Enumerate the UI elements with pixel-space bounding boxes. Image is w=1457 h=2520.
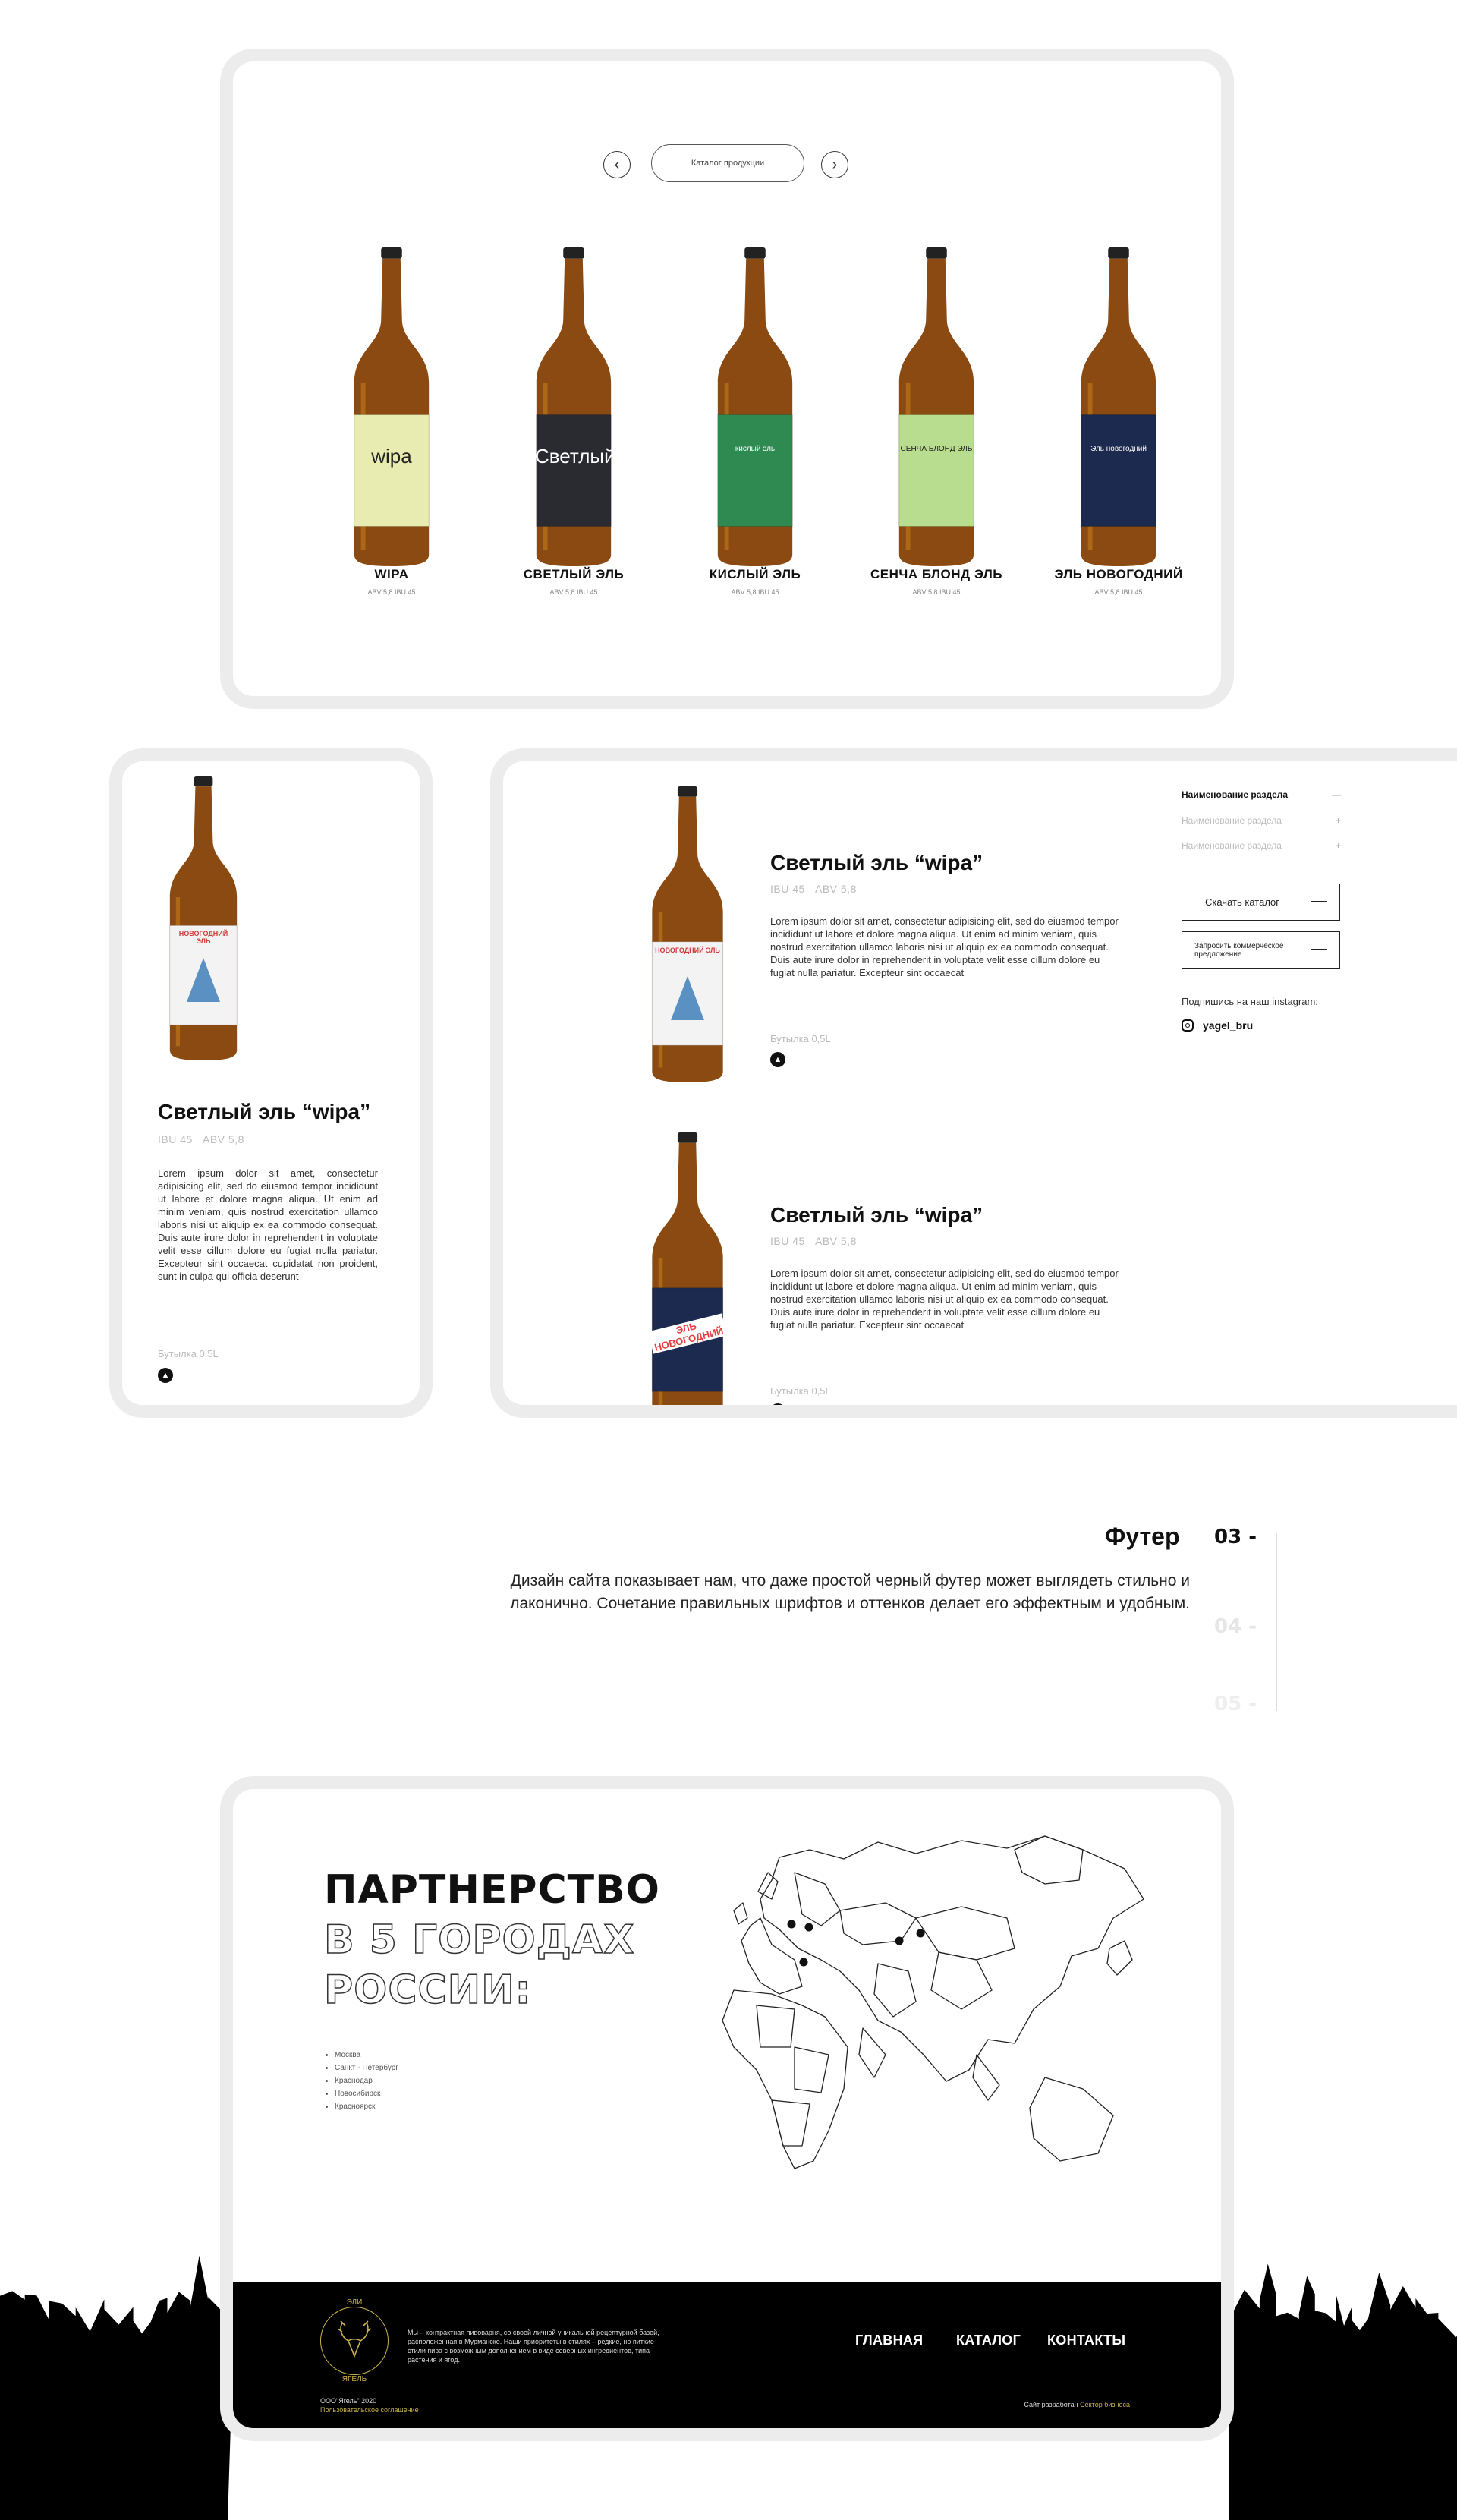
- deer-icon: [333, 2318, 376, 2364]
- product-bottle-image[interactable]: [347, 247, 436, 570]
- city-list-item: • Санкт - Петербург: [335, 2062, 398, 2074]
- detail-product-description: Lorem ipsum dolor sit amet, consectetur adipisicing elit, sed do eiusmod tempor incididunt ut labore et dolore magna aliqua. Ut enim ad minim veniam, quis nostrud exercitation ullamco laboris nisi ut aliquip ex ea commodo consequat. Duis aute irure dolor in reprehenderit in voluptate velit esse cillum dolore eu fugiat nulla pariatur. Excepteur sint occaecat: [770, 915, 1119, 978]
- developer-credit: Сайт разработан Сектор бизнеса: [1024, 2401, 1130, 2408]
- city-marker: [917, 1929, 925, 1938]
- product-name[interactable]: WIPA: [374, 567, 409, 581]
- detail-product-title: Светлый эль “wipa”: [770, 851, 983, 874]
- product-meta: ABV 5,8 IBU 45: [549, 588, 598, 596]
- chevron-right-icon: ›: [832, 156, 838, 173]
- next-arrow-button[interactable]: [821, 151, 848, 178]
- arrow-up-icon[interactable]: ▲: [158, 1368, 173, 1383]
- mobile-product-description: Lorem ipsum dolor sit amet, consectetur adipisicing elit, sed do eiusmod tempor incididunt ut labore et dolore magna aliqua. Ut enim ad minim veniam, quis nostrud exercitation ullamco laboris nisi ut aliquip ex ea commodo consequat. Duis aute irure dolor in reprehenderit in voluptate velit esse cillum dolore eu fugiat nulla pariatur. Excepteur sint occaecat cupidatat non proident, sunt in culpa qui officia deserunt: [158, 1167, 378, 1282]
- section-item-active[interactable]: Наименование раздела —: [1182, 789, 1341, 800]
- bottle-label-text: кислый эль: [735, 445, 776, 453]
- city-marker: [788, 1920, 796, 1929]
- bottle-label-text: ЭЛЬ НОВОГОДНИЙ: [648, 1313, 727, 1353]
- bottle-label-text: Эль новогодний: [1090, 445, 1147, 453]
- bottle-label-text: СЕНЧА БЛОНД ЭЛЬ: [900, 445, 973, 453]
- world-map: [688, 1827, 1174, 2207]
- detail-product-description: Lorem ipsum dolor sit amet, consectetur adipisicing elit, sed do eiusmod tempor incididunt ut labore et dolore magna aliqua. Ut enim ad minim veniam, quis nostrud exercitation ullamco laboris nisi ut aliquip ex ea commodo consequat. Duis aute irure dolor in reprehenderit in voluptate velit esse cillum dolore eu fugiat nulla pariatur. Excepteur sint occaecat: [770, 1268, 1119, 1331]
- download-catalog-button[interactable]: Скачать каталог: [1182, 884, 1340, 921]
- step-number[interactable]: 05 -: [1214, 1693, 1257, 1715]
- bottle-label-text: НОВОГОДНИЙ ЭЛЬ: [655, 946, 720, 954]
- product-bottle-image[interactable]: [1074, 247, 1163, 570]
- catalog-frame: [220, 49, 1234, 709]
- bottle-label-text: НОВОГОДНИЙ ЭЛЬ: [178, 929, 228, 945]
- product-name[interactable]: СВЕТЛЫЙ ЭЛЬ: [523, 567, 625, 581]
- city-marker: [895, 1937, 904, 1945]
- product-meta: ABV 5,8 IBU 45: [731, 588, 779, 596]
- bottle-label-text: Светлый: [535, 445, 615, 468]
- step-number-active[interactable]: 03 -: [1214, 1526, 1257, 1548]
- dash-icon: [1311, 949, 1327, 950]
- detail-bottle-image: [645, 1132, 730, 1418]
- section-description: Дизайн сайта показывает нам, что даже простой черный футер может выглядеть стильно и лаконично. Сочетание правильных шрифтов и оттенков делает его эффектным и удобным.: [510, 1572, 1190, 1612]
- plus-icon: +: [1335, 815, 1341, 826]
- product-name[interactable]: ЭЛЬ НОВОГОДНИЙ: [1054, 567, 1183, 581]
- product-bottle-image[interactable]: [529, 247, 618, 570]
- section-item[interactable]: Наименование раздела +: [1182, 840, 1341, 851]
- mobile-bottle-image: [163, 776, 244, 1064]
- request-offer-button[interactable]: Запросить коммерческое предложение: [1182, 931, 1340, 969]
- product-meta: ABV 5,8 IBU 45: [1094, 588, 1143, 596]
- developer-link[interactable]: Сектор бизнеса: [1080, 2401, 1130, 2408]
- city-marker: [805, 1923, 813, 1932]
- partnership-frame: [220, 1776, 1234, 2441]
- detail-volume: Бутылка 0,5L: [770, 1385, 831, 1397]
- footer-link-contacts[interactable]: КОНТАКТЫ: [1047, 2333, 1126, 2348]
- chevron-left-icon: ‹: [614, 156, 620, 173]
- partnership-title-outline: В 5 ГОРОДАХ: [324, 1917, 635, 1963]
- detail-product-specs: IBU 45 ABV 5,8: [770, 1235, 857, 1247]
- instagram-caption: Подпишись на наш instagram:: [1182, 996, 1318, 1007]
- city-list-item: • Краснодар: [335, 2074, 398, 2087]
- city-marker: [800, 1958, 808, 1967]
- instagram-icon: [1182, 1019, 1194, 1032]
- footer-link-catalog[interactable]: КАТАЛОГ: [956, 2333, 1021, 2348]
- product-meta: ABV 5,8 IBU 45: [912, 588, 961, 596]
- dash-icon: [1311, 901, 1327, 902]
- detail-product-specs: IBU 45 ABV 5,8: [770, 883, 857, 895]
- product-name[interactable]: СЕНЧА БЛОНД ЭЛЬ: [870, 567, 1002, 581]
- detail-product-title: Светлый эль “wipa”: [770, 1203, 983, 1227]
- city-list-item: • Новосибирск: [335, 2087, 398, 2100]
- divider-line: [1276, 1533, 1277, 1711]
- product-meta: ABV 5,8 IBU 45: [367, 588, 416, 596]
- detail-volume: Бутылка 0,5L: [770, 1033, 831, 1044]
- mobile-volume: Бутылка 0,5L: [158, 1348, 219, 1359]
- product-bottle-image[interactable]: [892, 247, 981, 570]
- mobile-product-title: Светлый эль “wipa”: [158, 1100, 371, 1123]
- arrow-up-icon[interactable]: ▲: [770, 1403, 785, 1418]
- city-list-item: • Москва: [335, 2049, 398, 2062]
- about-text: Мы – контрактная пивоварня, со своей личной уникальной рецептурной базой, расположенная в Мурманске. Наши приоритеты в стилях – редкие, но питкие стили пива с возможным дополнением в виде северных ингредиентов, типа растения и ягод.: [408, 2329, 659, 2364]
- detail-bottle-image: [645, 786, 730, 1086]
- prev-arrow-button[interactable]: [603, 151, 631, 178]
- minus-icon: —: [1332, 789, 1341, 800]
- instagram-link[interactable]: yagel_bru: [1182, 1019, 1253, 1032]
- agreement-link[interactable]: Пользовательское соглашение: [320, 2406, 419, 2414]
- partnership-title-outline: РОССИИ:: [324, 1967, 532, 2013]
- mobile-product-card: [109, 748, 433, 1418]
- catalog-pill-button[interactable]: Каталог продукции: [651, 144, 804, 182]
- city-list-item: • Красноярск: [335, 2100, 398, 2113]
- plus-icon: +: [1335, 840, 1341, 851]
- arrow-up-icon[interactable]: ▲: [770, 1052, 785, 1067]
- step-number[interactable]: 04 -: [1214, 1615, 1257, 1638]
- product-detail-panel: [490, 748, 1457, 1418]
- partnership-title: ПАРТНЕРСТВО: [324, 1867, 660, 1913]
- tree-graphic: [671, 976, 704, 1020]
- footer-link-home[interactable]: ГЛАВНАЯ: [855, 2333, 924, 2348]
- product-bottle-image[interactable]: [710, 247, 800, 570]
- section-item[interactable]: Наименование раздела +: [1182, 815, 1341, 826]
- copyright: ООО"Ягель" 2020 Пользовательское соглашение: [320, 2397, 419, 2414]
- brand-logo[interactable]: ЭЛИ ЯГЕЛЬ: [320, 2307, 389, 2375]
- bottle-label-text: wipa: [371, 445, 412, 468]
- city-list: [324, 2049, 398, 2113]
- product-name[interactable]: КИСЛЫЙ ЭЛЬ: [709, 567, 801, 581]
- mobile-product-specs: IBU 45 ABV 5,8: [158, 1133, 244, 1145]
- site-footer: [233, 2282, 1221, 2428]
- tree-graphic: [187, 958, 220, 1002]
- section-title: Футер: [1105, 1523, 1180, 1550]
